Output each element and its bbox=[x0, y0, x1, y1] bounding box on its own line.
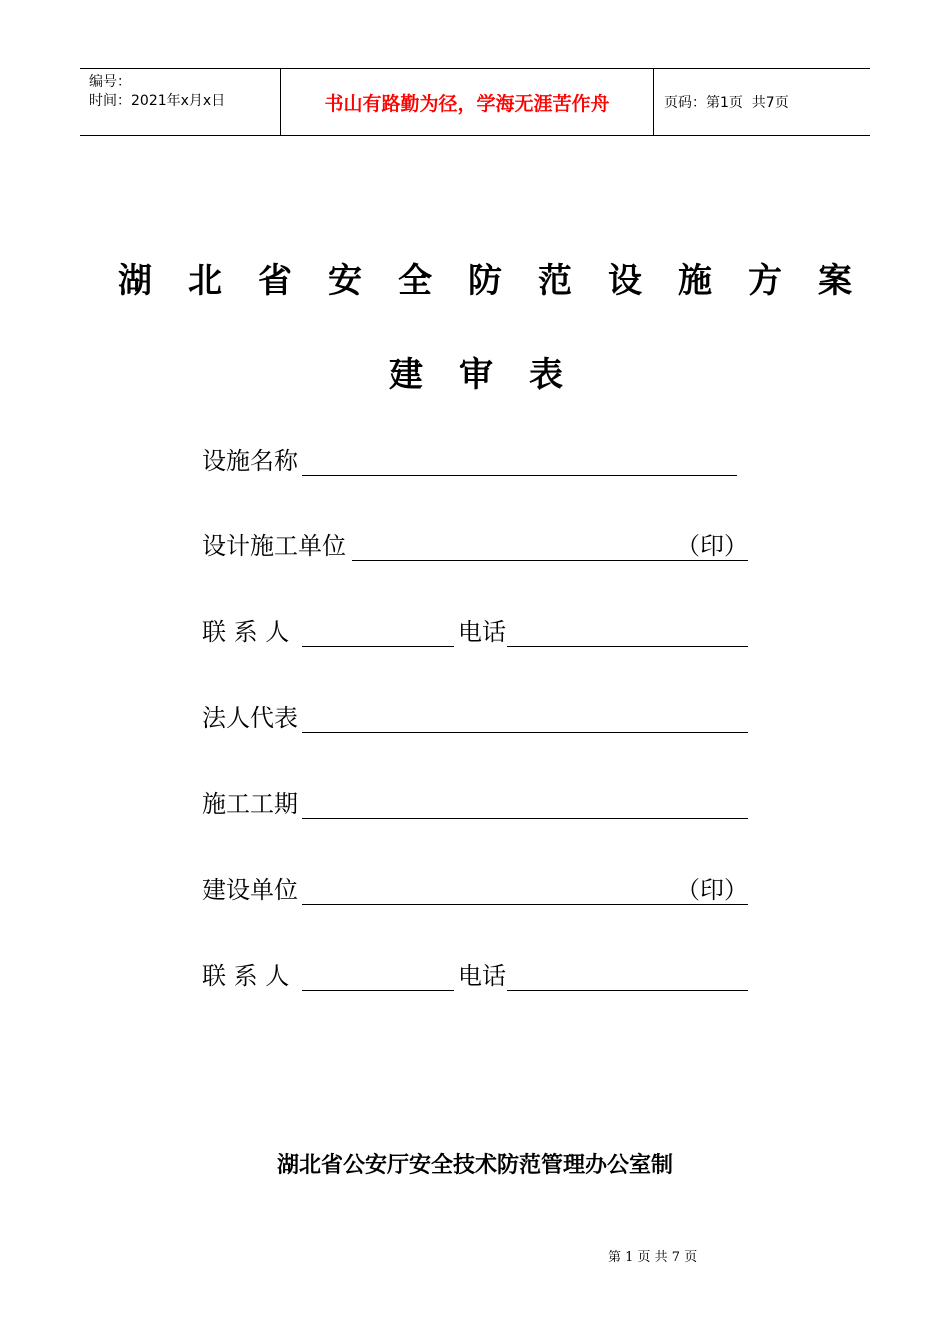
title-char: 建 bbox=[389, 355, 423, 395]
title-char: 审 bbox=[459, 355, 493, 395]
header-meta bbox=[80, 69, 281, 135]
title-char: 表 bbox=[529, 355, 563, 395]
title-char: 安 bbox=[328, 261, 362, 301]
header-page-info: 页码：第1页 共7页 bbox=[664, 95, 789, 111]
period-label: 施工工期 bbox=[202, 790, 298, 818]
title-char: 案 bbox=[818, 261, 852, 301]
row-contact-2 bbox=[202, 959, 752, 993]
header-motto: 书山有路勤为径，学海无涯苦作舟 bbox=[281, 69, 654, 135]
phone-label-1: 电话 bbox=[458, 618, 506, 646]
title-char: 北 bbox=[188, 261, 222, 301]
row-build-unit bbox=[202, 873, 752, 907]
build-unit-label: 建设单位 bbox=[202, 876, 298, 904]
time-label: 时间：2021年x月x日 bbox=[89, 93, 226, 109]
legal-rep-field[interactable] bbox=[302, 732, 748, 733]
title-char: 方 bbox=[748, 261, 782, 301]
row-facility-name bbox=[202, 444, 742, 478]
title-char: 设 bbox=[608, 261, 642, 301]
number-label: 编号： bbox=[89, 74, 131, 90]
title-char: 省 bbox=[258, 261, 292, 301]
contact-label-2: 联 系 人 bbox=[202, 962, 290, 990]
title-line-2 bbox=[388, 352, 564, 398]
facility-name-label: 设施名称 bbox=[202, 447, 298, 475]
contact-field-2[interactable] bbox=[302, 990, 454, 991]
row-period bbox=[202, 787, 752, 821]
row-design-unit bbox=[202, 529, 752, 563]
title-char: 施 bbox=[678, 261, 712, 301]
contact-field-1[interactable] bbox=[302, 646, 454, 647]
build-unit-stamp: （印） bbox=[676, 876, 748, 904]
design-unit-stamp: （印） bbox=[676, 532, 748, 560]
row-contact-1 bbox=[202, 615, 752, 649]
title-char: 防 bbox=[468, 261, 502, 301]
phone-label-2: 电话 bbox=[458, 962, 506, 990]
issuing-organization: 湖北省公安厅安全技术防范管理办公室制 bbox=[276, 1153, 673, 1178]
document-header bbox=[80, 68, 870, 136]
legal-rep-label: 法人代表 bbox=[202, 704, 298, 732]
design-unit-label: 设计施工单位 bbox=[202, 532, 346, 560]
phone-field-1[interactable] bbox=[507, 646, 748, 647]
contact-label-1: 联 系 人 bbox=[202, 618, 290, 646]
page-number: 第 1 页 共 7 页 bbox=[608, 1250, 698, 1265]
title-char: 湖 bbox=[118, 261, 152, 301]
phone-field-2[interactable] bbox=[507, 990, 748, 991]
title-char: 全 bbox=[398, 261, 432, 301]
facility-name-field[interactable] bbox=[302, 475, 737, 476]
row-legal-rep bbox=[202, 701, 752, 735]
title-char: 范 bbox=[538, 261, 572, 301]
period-field[interactable] bbox=[302, 818, 748, 819]
title-line-1 bbox=[117, 258, 853, 304]
